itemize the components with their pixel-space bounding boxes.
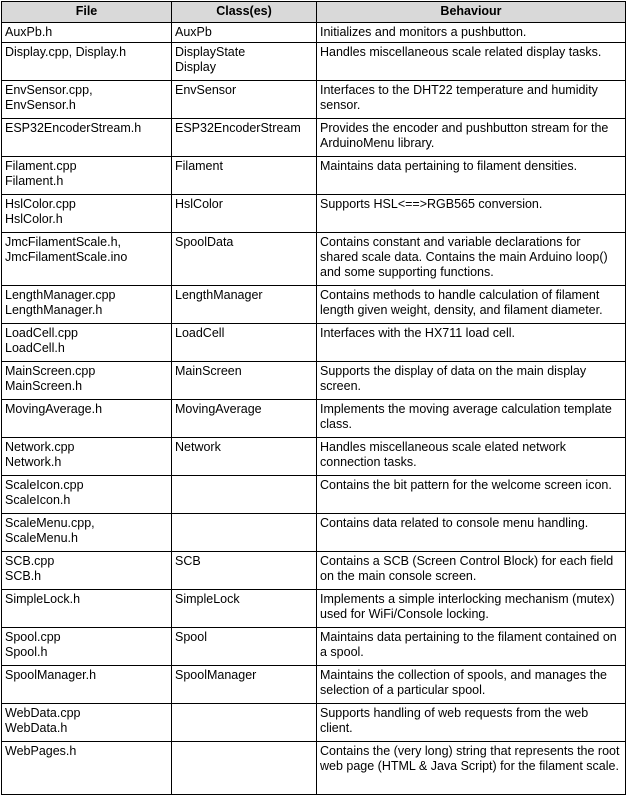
table-row <box>2 438 626 476</box>
behaviour-cell: Contains a SCB (Screen Control Block) for each field on the main console screen. <box>317 552 626 590</box>
class-cell <box>172 438 317 476</box>
behaviour-cell: Initializes and monitors a pushbutton. <box>317 23 626 43</box>
behaviour-cell: Implements the moving average calculation template class. <box>317 400 626 438</box>
behaviour-cell: Maintains data pertaining to filament densities. <box>317 157 626 195</box>
file-cell <box>2 81 172 119</box>
class-cell <box>172 628 317 666</box>
table-body <box>2 23 626 795</box>
class-name: LengthManager <box>175 288 263 302</box>
class-cell <box>172 195 317 233</box>
file-cell <box>2 514 172 552</box>
file-name: Network.cpp <box>5 440 75 454</box>
class-cell <box>172 400 317 438</box>
file-name: ScaleIcon.h <box>5 493 71 507</box>
class-cell <box>172 157 317 195</box>
table-row <box>2 195 626 233</box>
class-name: DisplayState <box>175 45 246 59</box>
table-row <box>2 233 626 286</box>
file-cell <box>2 552 172 590</box>
class-cell <box>172 476 317 514</box>
file-name: JmcFilamentScale.ino <box>5 250 128 264</box>
file-cell <box>2 43 172 81</box>
file-name: LoadCell.cpp <box>5 326 78 340</box>
file-name: HslColor.h <box>5 212 63 226</box>
behaviour-cell: Maintains the collection of spools, and manages the selection of a particular spool. <box>317 666 626 704</box>
class-cell <box>172 286 317 324</box>
file-cell <box>2 476 172 514</box>
file-name: HslColor.cpp <box>5 197 76 211</box>
table-row <box>2 286 626 324</box>
behaviour-cell: Supports the display of data on the main display screen. <box>317 362 626 400</box>
class-cell <box>172 362 317 400</box>
file-name: Display.cpp, Display.h <box>5 45 127 59</box>
class-name: SpoolData <box>175 235 234 249</box>
table-row <box>2 628 626 666</box>
file-cell <box>2 362 172 400</box>
class-name: ESP32EncoderStream <box>175 121 301 135</box>
file-name: LengthManager.h <box>5 303 103 317</box>
file-cell <box>2 590 172 628</box>
file-name: Filament.h <box>5 174 64 188</box>
behaviour-cell: Provides the encoder and pushbutton stream for the ArduinoMenu library. <box>317 119 626 157</box>
class-cell <box>172 43 317 81</box>
table-row <box>2 514 626 552</box>
file-name: Spool.cpp <box>5 630 61 644</box>
file-class-table <box>1 1 626 795</box>
class-name: Network <box>175 440 221 454</box>
behaviour-cell: Maintains data pertaining to the filament contained on a spool. <box>317 628 626 666</box>
file-cell <box>2 119 172 157</box>
class-cell <box>172 23 317 43</box>
behaviour-cell: Handles miscellaneous scale elated network connection tasks. <box>317 438 626 476</box>
class-name: MainScreen <box>175 364 242 378</box>
file-name: MovingAverage.h <box>5 402 103 416</box>
file-name: WebPages.h <box>5 744 77 758</box>
table-row <box>2 362 626 400</box>
file-name: ScaleMenu.cpp, <box>5 516 95 530</box>
behaviour-cell: Handles miscellaneous scale related display tasks. <box>317 43 626 81</box>
class-cell <box>172 233 317 286</box>
header-file: File <box>2 2 172 23</box>
table-row <box>2 324 626 362</box>
class-name: AuxPb <box>175 25 212 39</box>
behaviour-cell: Contains the bit pattern for the welcome screen icon. <box>317 476 626 514</box>
file-name: EnvSensor.h <box>5 98 76 112</box>
behaviour-cell: Interfaces with the HX711 load cell. <box>317 324 626 362</box>
class-name: Filament <box>175 159 223 173</box>
file-cell <box>2 666 172 704</box>
behaviour-cell: Contains methods to handle calculation of filament length given weight, density, and filament diameter. <box>317 286 626 324</box>
class-cell <box>172 81 317 119</box>
table-row <box>2 43 626 81</box>
file-name: MainScreen.cpp <box>5 364 96 378</box>
behaviour-cell: Contains data related to console menu handling. <box>317 514 626 552</box>
file-cell <box>2 157 172 195</box>
file-name: LoadCell.h <box>5 341 65 355</box>
behaviour-cell: Supports handling of web requests from the web client. <box>317 704 626 742</box>
table-row <box>2 23 626 43</box>
file-name: AuxPb.h <box>5 25 53 39</box>
file-name: WebData.cpp <box>5 706 81 720</box>
file-cell <box>2 438 172 476</box>
file-name: SimpleLock.h <box>5 592 81 606</box>
class-cell <box>172 590 317 628</box>
class-cell <box>172 324 317 362</box>
table-row <box>2 704 626 742</box>
file-cell <box>2 286 172 324</box>
file-name: Spool.h <box>5 645 48 659</box>
file-name: MainScreen.h <box>5 379 83 393</box>
behaviour-cell: Contains constant and variable declarations for shared scale data. Contains the main Arduino loop() and some supporting functions. <box>317 233 626 286</box>
file-name: ScaleMenu.h <box>5 531 78 545</box>
file-cell <box>2 628 172 666</box>
header-row <box>2 2 626 23</box>
file-cell <box>2 324 172 362</box>
file-name: ScaleIcon.cpp <box>5 478 84 492</box>
file-name: EnvSensor.cpp, <box>5 83 93 97</box>
class-name: HslColor <box>175 197 223 211</box>
class-name: EnvSensor <box>175 83 237 97</box>
behaviour-cell: Contains the (very long) string that represents the root web page (HTML & Java Script) for the filament scale. <box>317 742 626 795</box>
class-name: SimpleLock <box>175 592 240 606</box>
class-cell <box>172 742 317 795</box>
class-name: SCB <box>175 554 201 568</box>
header-classes: Class(es) <box>172 2 317 23</box>
table-row <box>2 666 626 704</box>
behaviour-cell: Implements a simple interlocking mechanism (mutex) used for WiFi/Console locking. <box>317 590 626 628</box>
class-name: Spool <box>175 630 207 644</box>
class-cell <box>172 666 317 704</box>
table-row <box>2 157 626 195</box>
file-name: JmcFilamentScale.h, <box>5 235 122 249</box>
file-name: SCB.h <box>5 569 42 583</box>
behaviour-cell: Interfaces to the DHT22 temperature and humidity sensor. <box>317 81 626 119</box>
table-row <box>2 552 626 590</box>
class-cell <box>172 514 317 552</box>
class-name: Display <box>175 60 216 74</box>
class-name: MovingAverage <box>175 402 262 416</box>
file-name: WebData.h <box>5 721 68 735</box>
class-name: LoadCell <box>175 326 225 340</box>
file-cell <box>2 704 172 742</box>
class-cell <box>172 119 317 157</box>
table-row <box>2 400 626 438</box>
table-row <box>2 476 626 514</box>
file-cell <box>2 195 172 233</box>
table-row <box>2 119 626 157</box>
file-cell <box>2 23 172 43</box>
class-name: SpoolManager <box>175 668 257 682</box>
file-name: SpoolManager.h <box>5 668 97 682</box>
file-name: LengthManager.cpp <box>5 288 116 302</box>
file-cell <box>2 400 172 438</box>
header-behaviour: Behaviour <box>317 2 626 23</box>
file-cell <box>2 233 172 286</box>
class-cell <box>172 704 317 742</box>
table-row <box>2 742 626 795</box>
file-name: ESP32EncoderStream.h <box>5 121 142 135</box>
class-cell <box>172 552 317 590</box>
table-row <box>2 590 626 628</box>
file-name: Network.h <box>5 455 62 469</box>
behaviour-cell: Supports HSL<==>RGB565 conversion. <box>317 195 626 233</box>
file-cell <box>2 742 172 795</box>
table-row <box>2 81 626 119</box>
file-name: SCB.cpp <box>5 554 55 568</box>
file-name: Filament.cpp <box>5 159 77 173</box>
